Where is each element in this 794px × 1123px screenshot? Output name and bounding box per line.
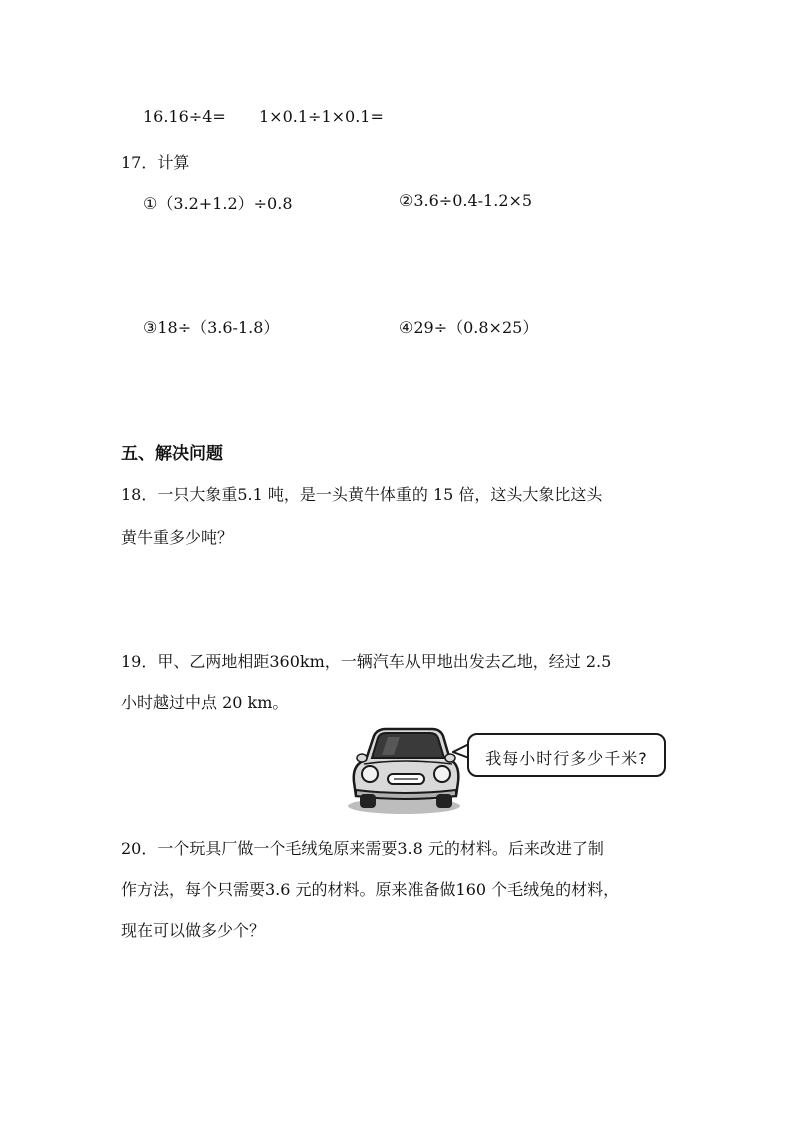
question-19-line2: 小时越过中点 20 km。: [121, 693, 289, 712]
question-18-line2: 黄牛重多少吨？: [121, 528, 234, 547]
expression-16-a: 16.16÷4=: [143, 107, 226, 126]
car-icon: [344, 724, 464, 816]
question-19-line1: 19．甲、乙两地相距360km，一辆汽车从甲地出发去乙地，经过 2.5: [121, 652, 612, 671]
expression-16-b: 1×0.1÷1×0.1=: [259, 107, 384, 126]
question-20-line1: 20．一个玩具厂做一个毛绒兔原来需要3.8 元的材料。后来改进了制: [121, 839, 604, 858]
question-20-line3: 现在可以做多少个？: [121, 921, 266, 940]
speech-bubble: [467, 733, 666, 777]
calc-item-3: ③18÷（3.6-1.8）: [143, 318, 280, 337]
question-18-line1: 18．一只大象重5.1 吨，是一头黄牛体重的 15 倍，这头大象比这头: [121, 485, 603, 504]
calc-item-2: ②3.6÷0.4-1.2×5: [399, 191, 533, 210]
question-17-heading: 17．计算: [121, 153, 190, 172]
calc-item-1: ①（3.2+1.2）÷0.8: [143, 194, 293, 213]
question-20-line2: 作方法，每个只需要3.6 元的材料。原来准备做160 个毛绒兔的材料，: [121, 880, 620, 899]
calc-item-4: ④29÷（0.8×25）: [399, 318, 539, 337]
section-heading: 五、解决问题: [121, 444, 223, 464]
speech-bubble-text: 我每小时行多少千米?: [485, 749, 648, 768]
